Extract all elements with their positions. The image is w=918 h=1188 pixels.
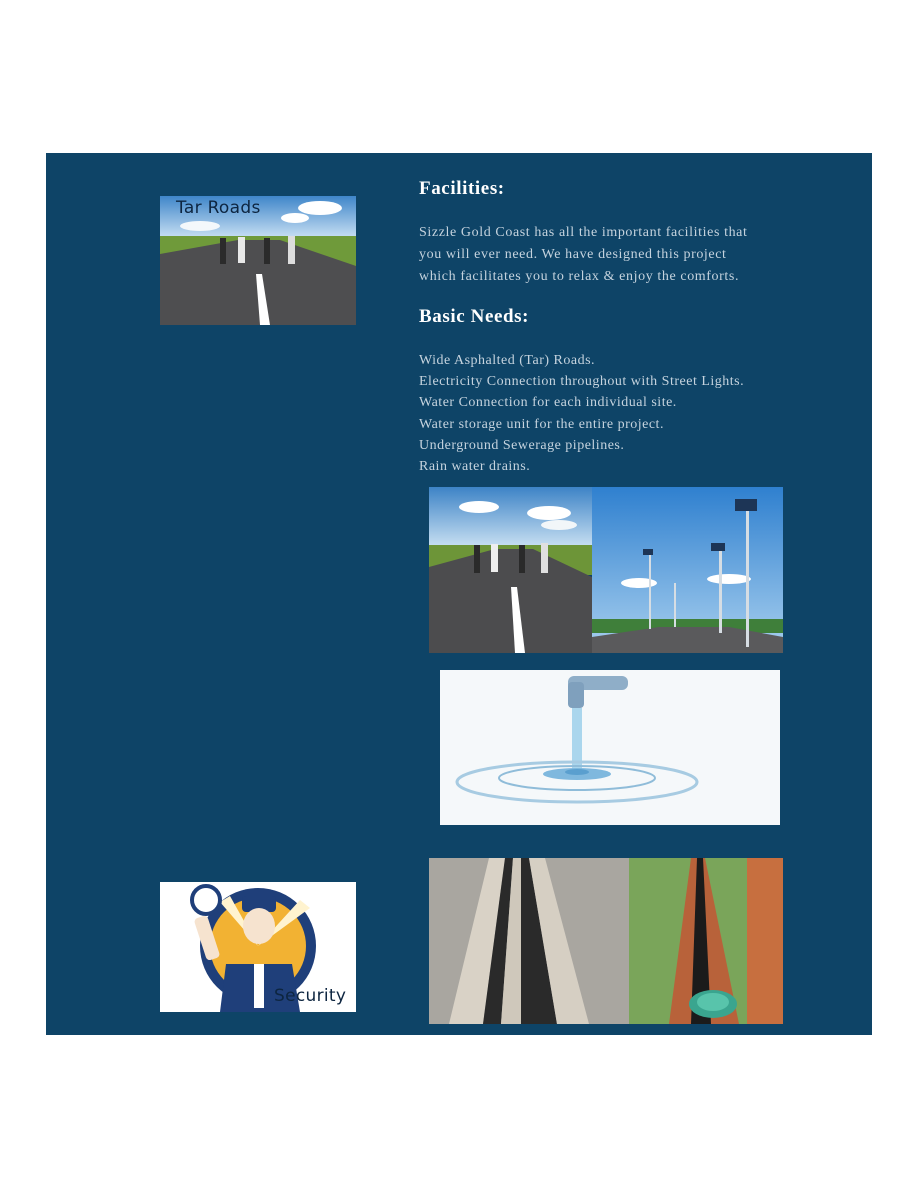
list-item: Underground Sewerage pipelines. (419, 437, 625, 453)
water-tap-photo (440, 670, 780, 825)
roads-lights-graphic (429, 487, 783, 653)
facilities-line: which facilitates you to relax & enjoy the comforts. (419, 269, 740, 284)
list-item: Water Connection for each individual site. (419, 395, 677, 411)
water-tap-graphic (440, 670, 780, 825)
tar-roads-photo (160, 196, 356, 325)
list-item: Water storage unit for the entire project. (419, 416, 664, 432)
basic-needs-list (419, 350, 744, 477)
list-item: Wide Asphalted (Tar) Roads. (419, 353, 596, 368)
facilities-line: Sizzle Gold Coast has all the important facilities that (419, 225, 748, 240)
facilities-heading: Facilities: (419, 178, 505, 199)
drains-graphic (429, 858, 783, 1024)
roads-and-lights-photo (429, 487, 783, 653)
basic-needs-heading: Basic Needs: (419, 306, 530, 327)
tar-roads-tag: Tar Roads (176, 198, 261, 218)
facilities-paragraph (419, 222, 799, 288)
security-tag: Security (274, 986, 347, 1006)
security-badge (160, 882, 356, 1012)
list-item: Rain water drains. (419, 459, 531, 475)
list-item: Electricity Connection throughout with Street Lights. (419, 374, 745, 390)
drains-and-sewer-photo (429, 858, 783, 1024)
facilities-line: you will ever need. We have designed this project (419, 247, 727, 262)
